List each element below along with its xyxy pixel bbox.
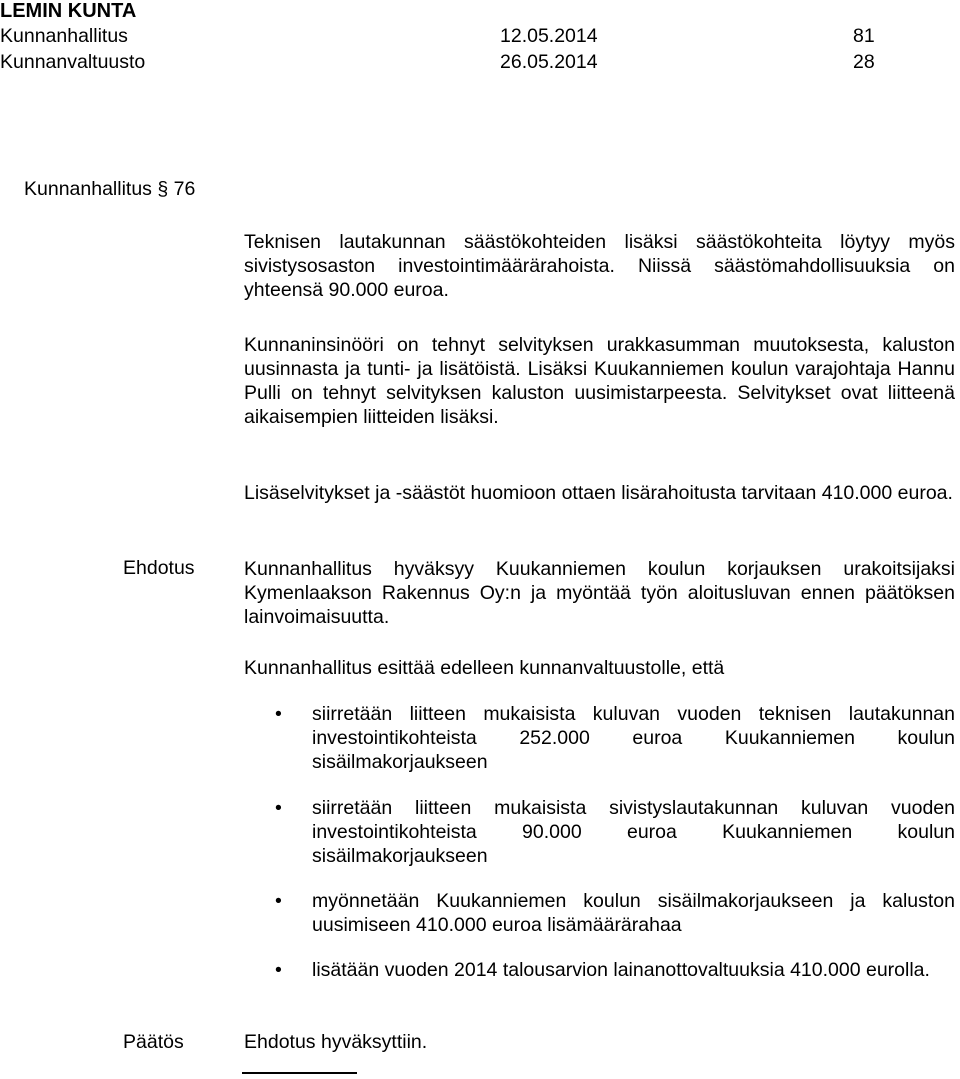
list-item-text: lisätään vuoden 2014 talousarvion lainanottovaltuuksia 410.000 eurolla. [312,959,930,981]
bullet-icon: • [275,797,282,819]
signature-line [242,1072,357,1074]
list-item-text: siirretään liitteen mukaisista kuluvan vuoden teknisen lautakunnan investointikohteista 252.000 euroa Kuukanniemen koulun sisäilmakorjaukseen [312,703,955,773]
organization-name: LEMIN KUNTA [0,0,137,22]
list-item-text: siirretään liitteen mukaisista sivistyslautakunnan kuluvan vuoden investointikohteista 90.000 euroa Kuukanniemen koulun sisäilmakorjaukseen [312,797,955,867]
list-item-text: myönnetään Kuukanniemen koulun sisäilmakorjaukseen ja kaluston uusimiseen 410.000 euroa lisämäärärahaa [312,890,955,936]
section-title: Kunnanhallitus § 76 [24,178,196,200]
body-paragraph: Teknisen lautakunnan säästökohteiden lisäksi säästökohteita löytyy myös sivistysosaston investointimäärärahoista. Niissä säästömahdollisuuksia on yhteensä 90.000 euroa. [244,231,955,301]
proposal-text: Kunnanhallitus hyväksyy Kuukanniemen koulun korjauksen urakoitsijaksi Kymenlaakson Rakennus Oy:n ja myöntää työn aloitusluvan ennen päätöksen lainvoimaisuutta. [244,558,955,628]
meeting-body: Kunnanvaltuusto [0,51,146,73]
bullet-icon: • [275,959,282,981]
page-number: 81 [853,25,875,47]
proposal-intro: Kunnanhallitus esittää edelleen kunnanvaltuustolle, että [244,657,725,679]
proposal-label: Ehdotus [123,557,195,579]
meeting-body: Kunnanhallitus [0,25,128,47]
meeting-date: 12.05.2014 [500,25,598,47]
body-paragraph: Lisäselvitykset ja -säästöt huomioon ottaen lisärahoitusta tarvitaan 410.000 euroa. [244,482,953,504]
page-number: 28 [853,51,875,73]
bullet-icon: • [275,890,282,912]
decision-text: Ehdotus hyväksyttiin. [244,1031,428,1053]
meeting-date: 26.05.2014 [500,51,598,73]
decision-label: Päätös [123,1031,184,1053]
bullet-icon: • [275,703,282,725]
body-paragraph: Kunnaninsinööri on tehnyt selvityksen urakkasumman muutoksesta, kaluston uusinnasta ja tunti- ja lisätöistä. Lisäksi Kuukanniemen koulun varajohtaja Hannu Pulli on tehnyt selvityksen kaluston uusimistarpeesta. Selvitykset ovat liitteenä aikaisempien liitteiden lisäksi. [244,334,955,428]
